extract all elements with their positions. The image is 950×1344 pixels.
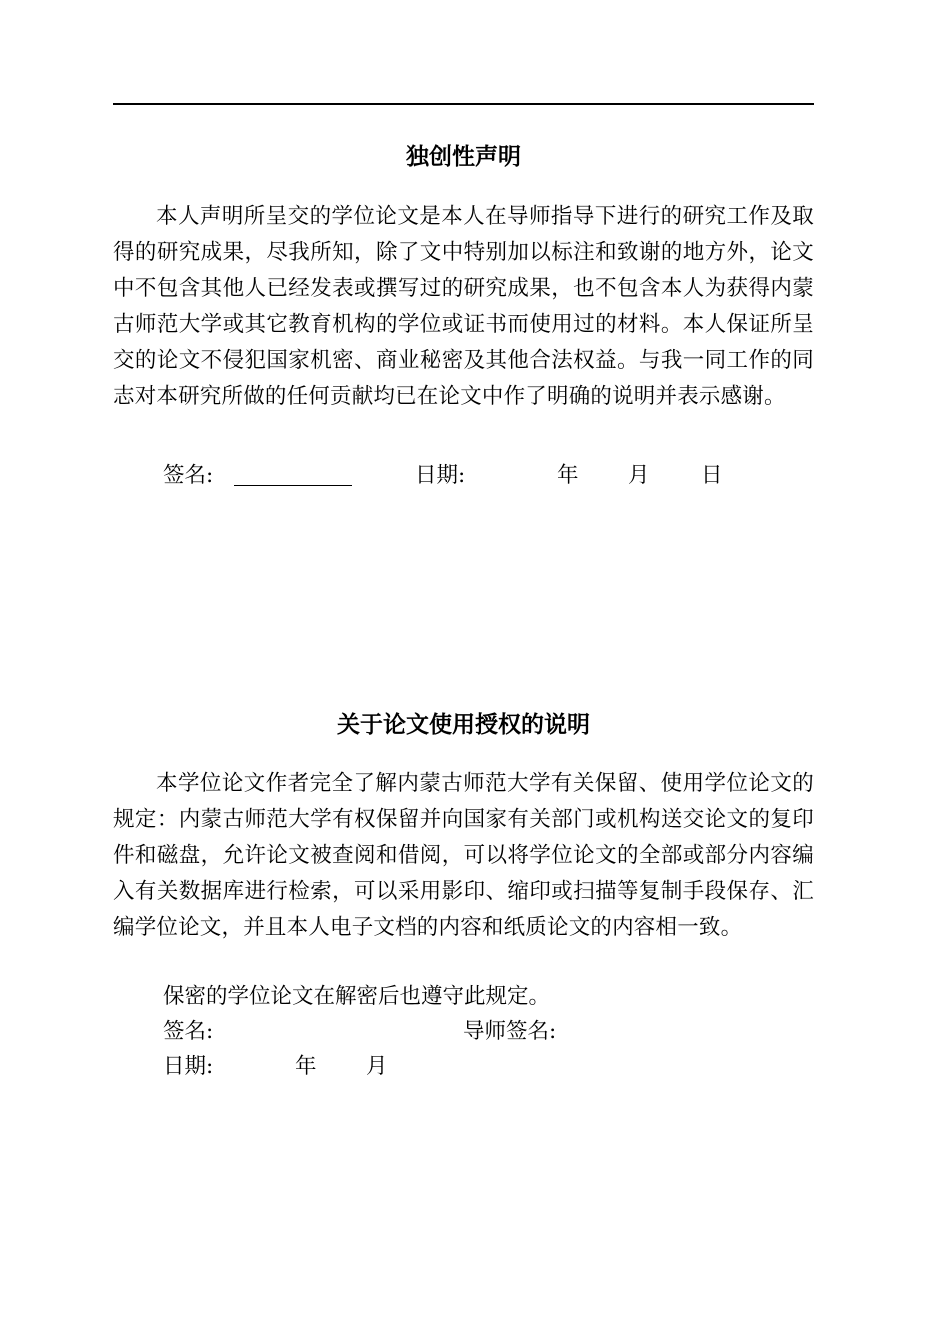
originality-body: 本人声明所呈交的学位论文是本人在导师指导下进行的研究工作及取得的研究成果，尽我所知，除了文中特别加以标注和致谢的地方外，论文中不包含其他人已经发表或撰写过的研究成果，也不包含本人为获得内蒙古师范大学或其它教育机构的学位或证书而使用过的材料。本人保证所呈交的论文不侵犯国家机密、商业秘密及其他合法权益。与我一同工作的同志对本研究所做的任何贡献均已在论文中作了明确的说明并表示感谢。	[113, 204, 814, 409]
signature-blank-line	[234, 485, 352, 486]
originality-day-label: 日	[701, 463, 723, 488]
originality-month-label: 月	[628, 463, 650, 488]
confidential-note: 保密的学位论文在解密后也遵守此规定。	[163, 984, 551, 1009]
authorization-body: 本学位论文作者完全了解内蒙古师范大学有关保留、使用学位论文的规定：内蒙古师范大学有权保留并向国家有关部门或机构送交论文的复印件和磁盘，允许论文被查阅和借阅，可以将学位论文的全部或部分内容编入有关数据库进行检索，可以采用影印、缩印或扫描等复制手段保存、汇编学位论文，并且本人电子文档的内容和纸质论文的内容相一致。	[113, 771, 814, 940]
authorization-month-label: 月	[366, 1054, 388, 1079]
originality-signature-label: 签名:	[163, 463, 214, 488]
originality-title: 独创性声明	[406, 144, 521, 170]
authorization-date-label: 日期:	[163, 1054, 214, 1079]
header-rule	[113, 103, 814, 105]
originality-date-label: 日期:	[415, 463, 466, 488]
originality-year-label: 年	[557, 463, 579, 488]
authorization-signature-label: 签名:	[163, 1019, 214, 1044]
authorization-year-label: 年	[295, 1054, 317, 1079]
authorization-title: 关于论文使用授权的说明	[337, 712, 590, 738]
supervisor-signature-label: 导师签名:	[463, 1019, 557, 1044]
